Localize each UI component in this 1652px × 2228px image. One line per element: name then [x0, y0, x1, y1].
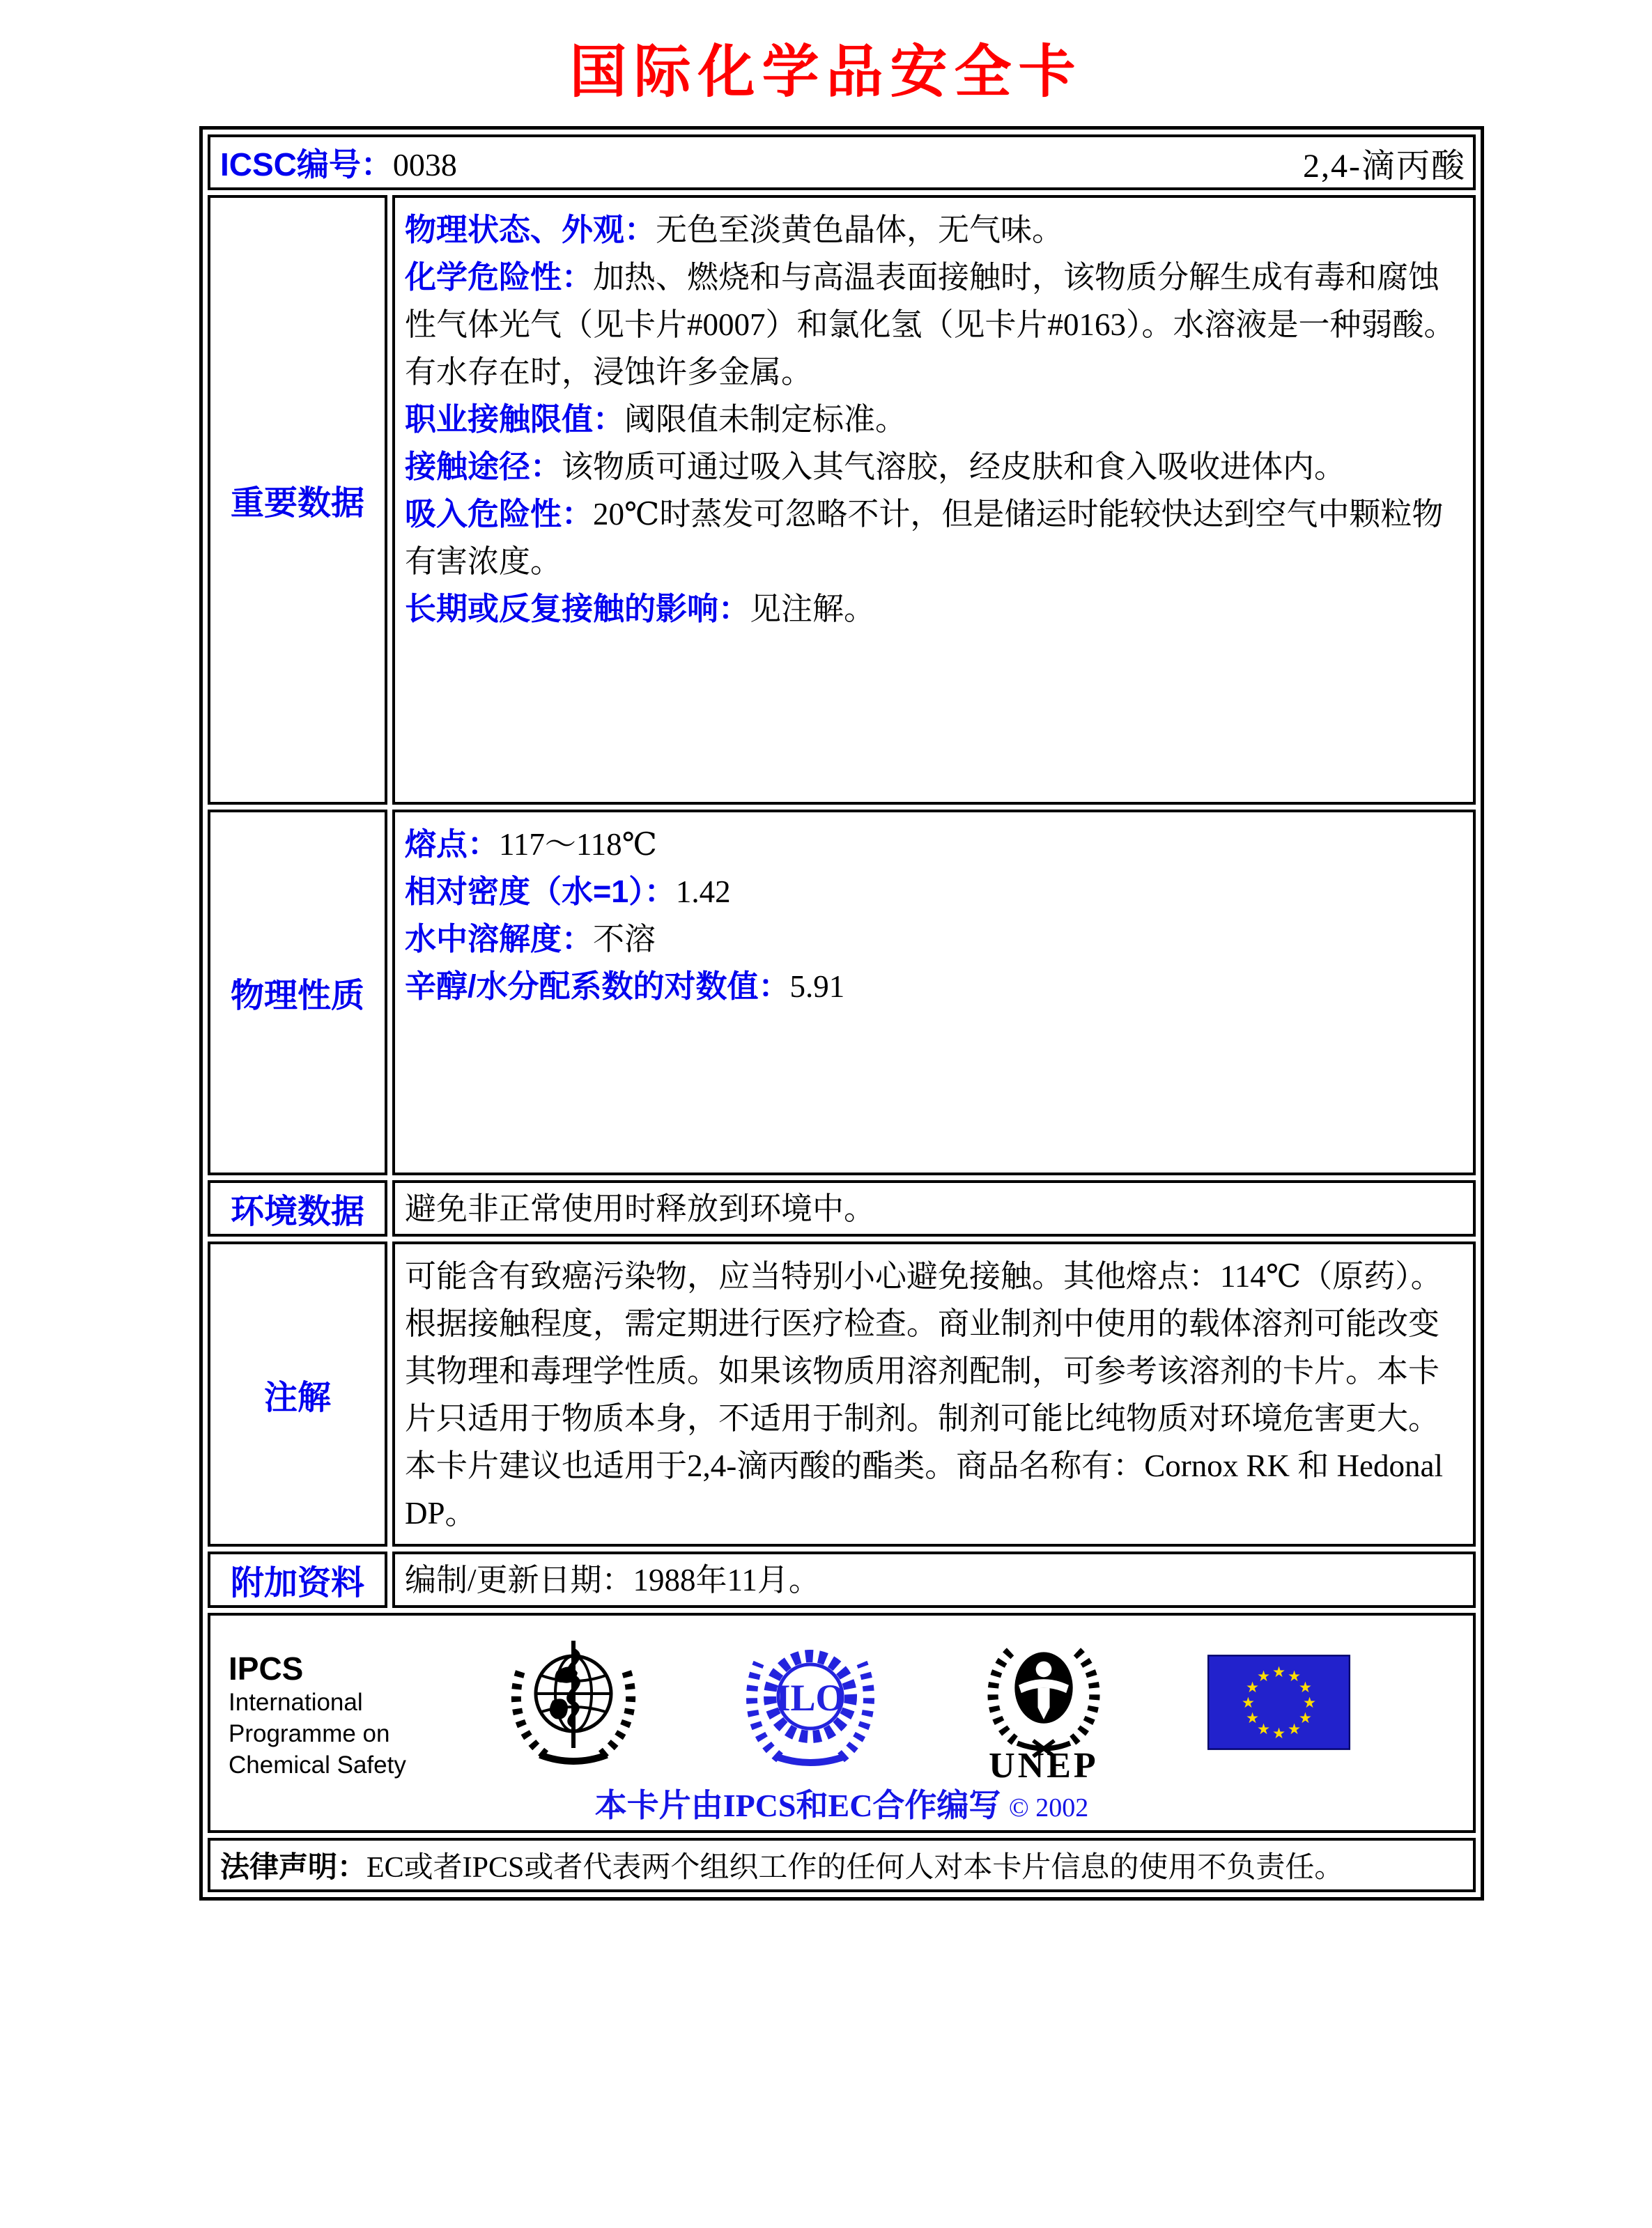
- svg-text:★: ★: [1302, 1694, 1317, 1712]
- svg-text:★: ★: [1298, 1679, 1312, 1697]
- physical-property-item: 水中溶解度：不溶: [405, 921, 656, 957]
- important-data-row: [208, 195, 1476, 805]
- legal-notice-label: 法律声明：: [220, 1850, 367, 1883]
- legal-notice: [208, 1838, 1476, 1892]
- section-label-important-data: 重要数据: [208, 195, 387, 805]
- legal-row: [208, 1838, 1476, 1892]
- additional-info-row: [208, 1552, 1476, 1608]
- section-label-environmental-data: 环境数据: [208, 1180, 387, 1237]
- chemical-name: 2,4-滴丙酸: [1303, 147, 1466, 185]
- copyright: © 2002: [1008, 1793, 1089, 1823]
- physical-property-item: 辛醇/水分配系数的对数值：5.91: [405, 968, 845, 1004]
- important-data-item: 物理状态、外观：无色至淡黄色晶体，无气味。: [405, 212, 1064, 247]
- environmental-data-row: [208, 1180, 1476, 1237]
- icsc-number: [220, 139, 457, 185]
- important-data-item: 吸入危险性：20℃时蒸发可忽略不计，但是储运时能较快达到空气中颗粒物有害浓度。: [405, 496, 1444, 579]
- icsc-table: [199, 126, 1484, 1901]
- svg-text:★: ★: [1287, 1721, 1302, 1739]
- notes-content: 可能含有致癌污染物，应当特别小心避免接触。其他熔点：114℃（原药）。根据接触程度，需定期进行医疗检查。商业制剂中使用的载体溶剂可能改变其物理和毒理学性质。如果该物质用溶剂配制，可参考该溶剂的卡片。本卡片只适用于物质本身，不适用于制剂。制剂可能比纯物质对环境危害更大。本卡片建议也适用于2,4-滴丙酸的酯类。商品名称有：Cornox RK 和 Hedonal DP。: [392, 1241, 1476, 1547]
- svg-text:★: ★: [1272, 1725, 1286, 1743]
- important-data-item: 职业接触限值：阈限值未制定标准。: [405, 401, 907, 437]
- icsc-number-label: ICSC编号：: [220, 146, 393, 183]
- section-label-notes: 注解: [208, 1241, 387, 1547]
- ipcs-acronym: IPCS: [229, 1650, 304, 1687]
- notes-row: [208, 1241, 1476, 1547]
- environmental-data-content: 避免非正常使用时释放到环境中。: [392, 1180, 1476, 1237]
- svg-text:★: ★: [1245, 1710, 1260, 1728]
- important-data-item: 接触途径：该物质可通过吸入其气溶胶，经皮肤和食入吸收进体内。: [405, 449, 1346, 484]
- physical-property-item: 相对密度（水=1）：1.42: [405, 874, 731, 909]
- header-row: [208, 134, 1476, 190]
- physical-properties-row: [208, 810, 1476, 1175]
- unep-logo-icon: [978, 1632, 1110, 1784]
- svg-text:★: ★: [1256, 1721, 1270, 1739]
- cooperation-caption: 本卡片由IPCS和EC合作编写 © 2002: [594, 1788, 1089, 1823]
- svg-text:★: ★: [1298, 1710, 1312, 1728]
- svg-text:★: ★: [1272, 1664, 1286, 1682]
- eu-flag-icon: [1207, 1632, 1350, 1754]
- important-data-content: [392, 195, 1476, 805]
- who-logo-icon: [504, 1632, 643, 1775]
- icsc-number-value: 0038: [392, 147, 457, 183]
- section-label-additional-info: 附加资料: [208, 1552, 387, 1608]
- ilo-letters: ILO: [775, 1677, 845, 1719]
- logos-row: [208, 1613, 1476, 1833]
- svg-text:★: ★: [1245, 1679, 1260, 1697]
- important-data-item: 长期或反复接触的影响：见注解。: [405, 591, 876, 626]
- additional-info-content: 编制/更新日期：1988年11月。: [392, 1552, 1476, 1608]
- svg-text:★: ★: [1241, 1694, 1255, 1712]
- physical-properties-content: [392, 810, 1476, 1175]
- ilo-logo-icon: [741, 1632, 880, 1775]
- important-data-item: 化学危险性：加热、燃烧和与高温表面接触时，该物质分解生成有毒和腐蚀性气体光气（见卡片#0007）和氯化氢（见卡片#0163）。水溶液是一种弱酸。有水存在时，浸蚀许多金属。: [405, 259, 1456, 389]
- section-label-physical-properties: 物理性质: [208, 810, 387, 1175]
- legal-notice-text: EC或者IPCS或者代表两个组织工作的任何人对本卡片信息的使用不负责任。: [366, 1852, 1344, 1884]
- ipcs-text-block: IPCS International Programme on Chemical Safety: [229, 1650, 406, 1779]
- physical-property-item: 熔点：117～118℃: [405, 826, 658, 862]
- svg-text:★: ★: [1287, 1668, 1302, 1686]
- page-title: 国际化学品安全卡: [569, 40, 1083, 104]
- unep-word: UNEP: [989, 1746, 1099, 1786]
- svg-text:★: ★: [1256, 1668, 1270, 1686]
